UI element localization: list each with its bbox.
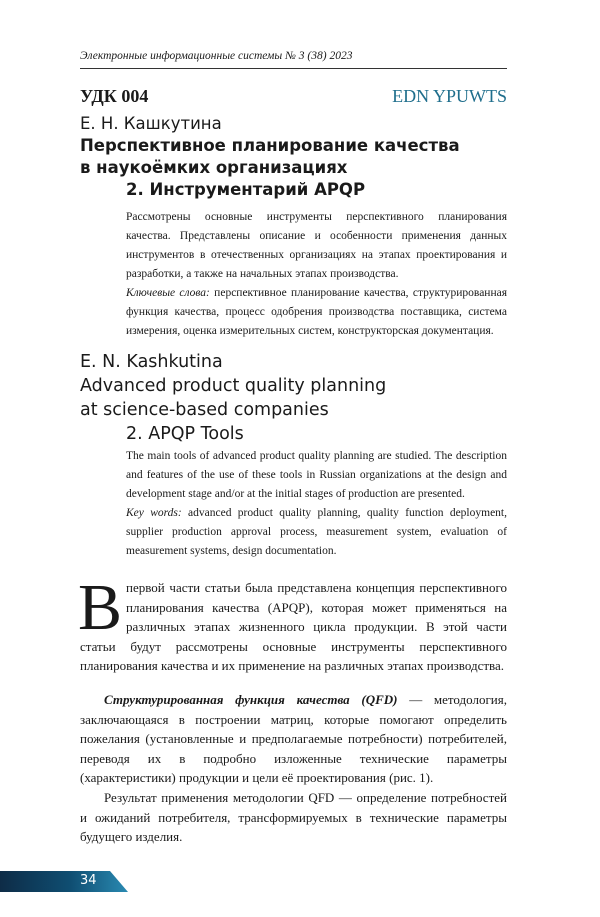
abstract-en (126, 447, 507, 561)
udk-code: УДК 004 (80, 86, 149, 106)
keywords-ru (126, 284, 507, 341)
title-ru-line2: в наукоёмких организациях (80, 158, 348, 177)
abstract-ru-text: Рассмотрены основные инструменты перспективного планирования качества. Представлены описание и особенности применения данных инструментов в отечественных организациях на этапах проектирования и разработки, а также на начальных этапах производства. (126, 211, 507, 280)
title-en (80, 374, 386, 446)
title-ru-line1: Перспективное планирование качества (80, 136, 460, 155)
qfd-text: — методология, заключающаяся в построении матриц, которые помогают определить пожелания (установленные и предполагаемые потребности) потребителей, переводя их в подробно изложенные технические параметры (характеристики) продукции и цели её проектирования (рис. 1). (80, 692, 507, 786)
footer-accent-bar (0, 871, 128, 892)
drop-cap: В (78, 571, 123, 644)
title-en-line3: 2. APQP Tools (126, 424, 244, 444)
keywords-en-label: Key words: (126, 507, 182, 519)
keywords-ru-text: перспективное планирование качества, структурированная функция качества, процесс одобрения производства поставщика, система измерения, оценка измерительных систем, конструкторская документация. (126, 287, 508, 337)
abstract-ru (126, 208, 507, 341)
result-paragraph: Результат применения методологии QFD — определение потребностей и ожиданий потребителя, трансформируемых в технические параметры будущего изделия. (80, 789, 507, 845)
keywords-ru-label: Ключевые слова: (126, 287, 210, 299)
qfd-term: Структурированная функция качества (QFD) (104, 692, 398, 707)
title-ru-line3: 2. Инструментарий APQP (126, 180, 366, 199)
title-ru (80, 135, 460, 201)
qfd-paragraph (80, 690, 507, 788)
page-number: 34 (80, 873, 97, 888)
author-en: E. N. Kashkutina (80, 352, 223, 372)
title-en-line2: at science-based companies (80, 400, 329, 420)
body-paragraphs (80, 690, 507, 847)
header-rule (80, 68, 507, 69)
title-en-line1: Advanced product quality planning (80, 376, 387, 396)
keywords-en-text: advanced product quality planning, quality function deployment, supplier production approval process, measurement system, evaluation of measurement systems, design documentation. (126, 507, 507, 557)
author-ru: Е. Н. Кашкутина (80, 114, 222, 133)
journal-header: Электронные информационные системы № 3 (38) 2023 (80, 50, 353, 62)
keywords-en (126, 504, 507, 561)
intro-paragraph (78, 571, 507, 676)
abstract-en-text: The main tools of advanced product quality planning are studied. The description and features of the use of these tools in Russian organizations at the design and development stage and/or at the initial stages of production are presented. (126, 450, 507, 500)
intro-text: первой части статьи была представлена концепция перспективного планирования качества (APQP), которая может применяться на различных этапах жизненного цикла продукции. В этой части статьи будут рассмотрены основные инструменты перспективного планирования качества и их применение на различных этапах производства. (80, 580, 507, 674)
edn-code: EDN YPUWTS (392, 86, 507, 106)
